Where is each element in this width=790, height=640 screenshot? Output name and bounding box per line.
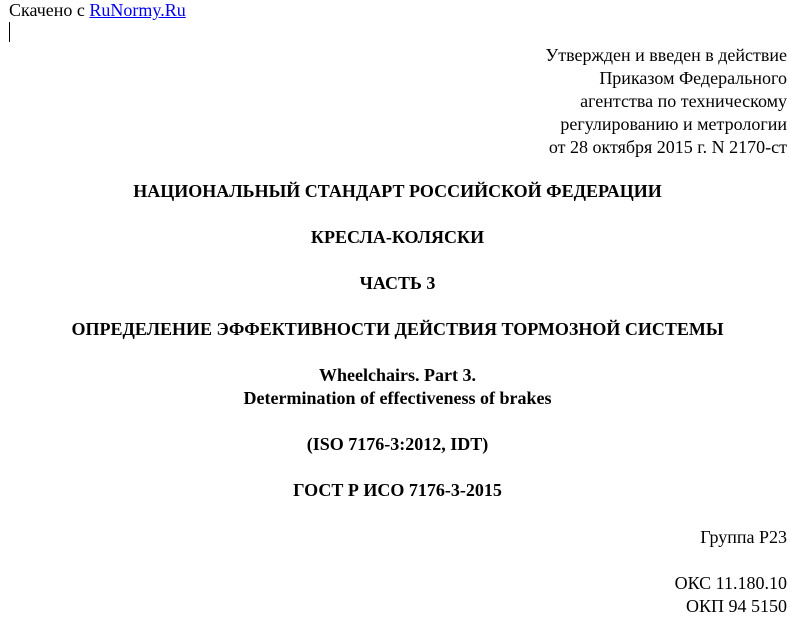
group-code: Группа Р23 [700,527,787,547]
approval-line: Приказом Федерального [599,68,787,88]
english-title-line-2: Determination of effectiveness of brakes [243,388,552,408]
approval-line: Утвержден и введен в действие [545,45,787,65]
text-cursor [9,22,10,42]
english-title-line-1: Wheelchairs. Part 3. [319,365,476,385]
approval-block [545,44,787,159]
oks-code: ОКС 11.180.10 [674,573,787,593]
approval-line: от 28 октября 2015 г. N 2170-ст [548,137,787,157]
approval-line: регулированию и метрологии [560,114,787,134]
part-heading: ЧАСТЬ 3 [359,273,436,293]
source-prefix: Скачено с [9,0,90,20]
okp-code: ОКП 94 5150 [685,596,787,616]
source-line [9,0,186,20]
subject-heading: КРЕСЛА-КОЛЯСКИ [310,227,485,247]
iso-reference: (ISO 7176-3:2012, IDT) [306,434,489,454]
approval-line: агентства по техническому [580,91,787,111]
gost-designation: ГОСТ Р ИСО 7176-3-2015 [293,480,502,500]
national-standard-heading: НАЦИОНАЛЬНЫЙ СТАНДАРТ РОССИЙСКОЙ ФЕДЕРАЦИИ [133,181,662,201]
document-title: ОПРЕДЕЛЕНИЕ ЭФФЕКТИВНОСТИ ДЕЙСТВИЯ ТОРМОЗНОЙ СИСТЕМЫ [71,319,724,339]
source-link[interactable]: RuNormy.Ru [89,0,186,20]
